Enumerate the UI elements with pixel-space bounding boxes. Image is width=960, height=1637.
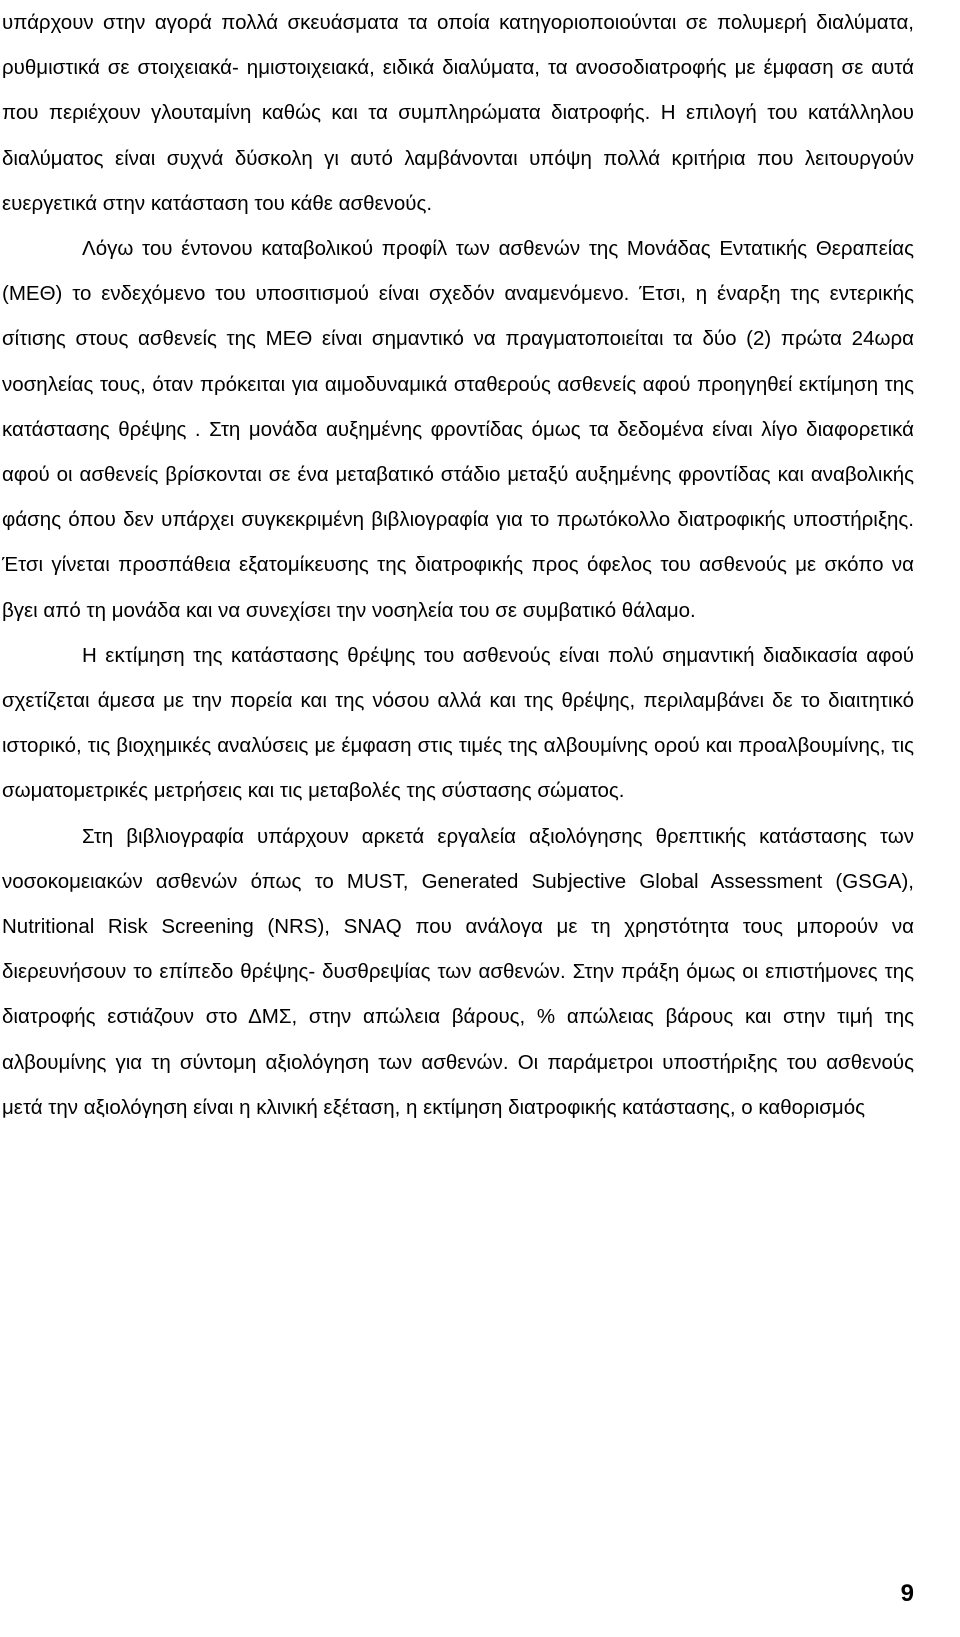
- body-text: [2, 0, 914, 1130]
- paragraph-assessment-tools: Στη βιβλιογραφία υπάρχουν αρκετά εργαλεία αξιολόγησης θρεπτικής κατάστασης των νοσοκομειακών ασθενών όπως το MUST, Generated Subjective Global Assessment (GSGA), Nutritional Risk Screening (NRS), SNAQ που ανάλογα με τη χρηστότητα τους μπορούν να διερευνήσουν το επίπεδο θρέψης- δυσθρεψίας των ασθενών. Στην πράξη όμως οι επιστήμονες της διατροφής εστιάζουν στο ΔΜΣ, στην απώλεια βάρους, % απώλειας βάρους και στην τιμή της αλβουμίνης για τη σύντομη αξιολόγηση των ασθενών. Οι παράμετροι υποστήριξης του ασθενούς μετά την αξιολόγηση είναι η κλινική εξέταση, η εκτίμηση διατροφικής κατάστασης, ο καθορισμός: [2, 824, 914, 1119]
- page-number: 9: [900, 1580, 914, 1607]
- paragraph-icu-nutrition: Λόγω του έντονου καταβολικού προφίλ των ασθενών της Μονάδας Εντατικής Θεραπείας (ΜΕΘ) το ενδεχόμενο του υποσιτισμού είναι σχεδόν αναμενόμενο. Έτσι, η έναρξη της εντερικής σίτισης στους ασθενείς της ΜΕΘ είναι σημαντικό να πραγματοποιείται τα δύο (2) πρώτα 24ωρα νοσηλείας τους, όταν πρόκειται για αιμοδυναμικά σταθερούς ασθενείς αφού προηγηθεί εκτίμηση της κατάστασης θρέψης . Στη μονάδα αυξημένης φροντίδας όμως τα δεδομένα είναι λίγο διαφορετικά αφού οι ασθενείς βρίσκονται σε ένα μεταβατικό στάδιο μεταξύ αυξημένης φροντίδας και αναβολικής φάσης όπου δεν υπάρχει συγκεκριμένη βιβλιογραφία για το πρωτόκολλο διατροφικής υποστήριξης. Έτσι γίνεται προσπάθεια εξατομίκευσης της διατροφικής προς όφελος του ασθενούς με σκόπο να βγει από τη μονάδα και να συνεχίσει την νοσηλεία του σε συμβατικό θάλαμο.: [2, 237, 914, 622]
- paragraph-continuation: υπάρχουν στην αγορά πολλά σκευάσματα τα οποία κατηγοριοποιούνται σε πολυμερή διαλύματα, ρυθμιστικά σε στοιχειακά- ημιστοιχειακά, ειδικά διαλύματα, τα ανοσοδιατροφής με έμφαση σε αυτά που περιέχουν γλουταμίνη καθώς και τα συμπληρώματα διατροφής. Η επιλογή του κατάλληλου διαλύματος είναι συχνά δύσκολη γι αυτό λαμβάνονται υπόψη πολλά κριτήρια που λειτουργούν ευεργετικά στην κατάσταση του κάθε ασθενούς.: [2, 11, 914, 215]
- paragraph-nutrition-assessment: Η εκτίμηση της κατάστασης θρέψης του ασθενούς είναι πολύ σημαντική διαδικασία αφού σχετίζεται άμεσα με την πορεία και της νόσου αλλά και της θρέψης, περιλαμβάνει δε το διαιτητικό ιστορικό, τις βιοχημικές αναλύσεις με έμφαση στις τιμές της αλβουμίνης ορού και προαλβουμίνης, τις σωματομετρικές μετρήσεις και τις μεταβολές της σύστασης σώματος.: [2, 643, 914, 803]
